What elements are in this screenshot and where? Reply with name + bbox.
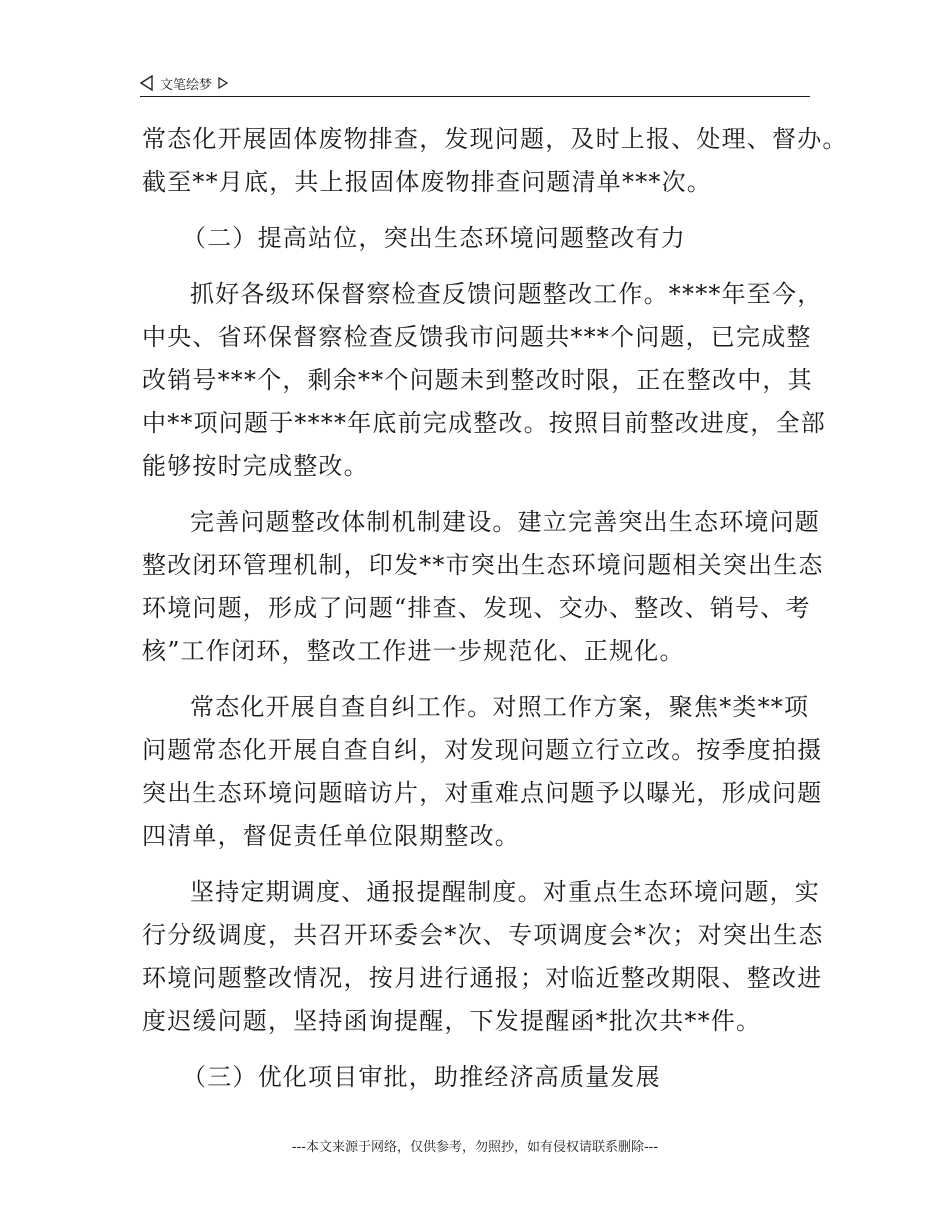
paragraph-line: 中**项问题于****年底前完成整改。按照目前整改进度，全部	[142, 409, 826, 437]
section-heading-2: （二）提高站位，突出生态环境问题整改有力	[182, 224, 686, 252]
paragraph-line: 问题常态化开展自查自纠，对发现问题立行立改。按季度拍摄	[142, 736, 823, 764]
page-header	[140, 72, 810, 97]
paragraph-line: 常态化开展自查自纠工作。对照工作方案，聚焦*类**项	[190, 693, 810, 721]
paragraph-line: 截至**月底，共上报固体废物排查问题清单***次。	[142, 168, 712, 196]
paragraph-line: 突出生态环境问题暗访片，对重难点问题予以曝光，形成问题	[142, 779, 823, 807]
paragraph-line: 抓好各级环保督察检查反馈问题整改工作。****年至今，	[190, 280, 823, 308]
triangle-right-icon	[218, 77, 228, 89]
paragraph-line: 行分级调度，共召开环委会*次、专项调度会*次；对突出生态	[142, 921, 824, 949]
header-brand: 文笔绘梦	[160, 77, 213, 93]
paragraph-line: 四清单，督促责任单位限期整改。	[142, 822, 520, 850]
section-heading-3: （三）优化项目审批，助推经济高质量发展	[182, 1063, 661, 1091]
paragraph-line: 环境问题整改情况，按月进行通报；对临近整改期限、整改进	[142, 964, 823, 992]
triangle-left-icon	[140, 75, 154, 91]
paragraph-line: 整改闭环管理机制，印发**市突出生态环境问题相关突出生态	[142, 551, 824, 579]
paragraph-line: 常态化开展固体废物排查，发现问题，及时上报、处理、督办。	[142, 125, 848, 153]
paragraph-line: 环境问题，形成了问题“排查、发现、交办、整改、销号、考	[142, 594, 811, 622]
paragraph-line: 中央、省环保督察检查反馈我市问题共***个问题，已完成整	[142, 323, 812, 351]
paragraph-line: 能够按时完成整改。	[142, 452, 369, 480]
header-brand-group	[140, 72, 228, 94]
paragraph-line: 坚持定期调度、通报提醒制度。对重点生态环境问题，实	[190, 878, 820, 906]
document-body	[142, 118, 848, 1099]
paragraph-line: 改销号***个，剩余**个问题未到整改时限，正在整改中，其	[142, 366, 813, 394]
page-footer: ---本文来源于网络，仅供参考，勿照抄，如有侵权请联系删除---	[291, 1140, 659, 1155]
paragraph-line: 核”工作闭环，整改工作进一步规范化、正规化。	[142, 637, 685, 665]
paragraph-line: 度迟缓问题，坚持函询提醒，下发提醒函*批次共**件。	[142, 1007, 762, 1035]
paragraph-line: 完善问题整改体制机制建设。建立完善突出生态环境问题	[190, 508, 820, 536]
